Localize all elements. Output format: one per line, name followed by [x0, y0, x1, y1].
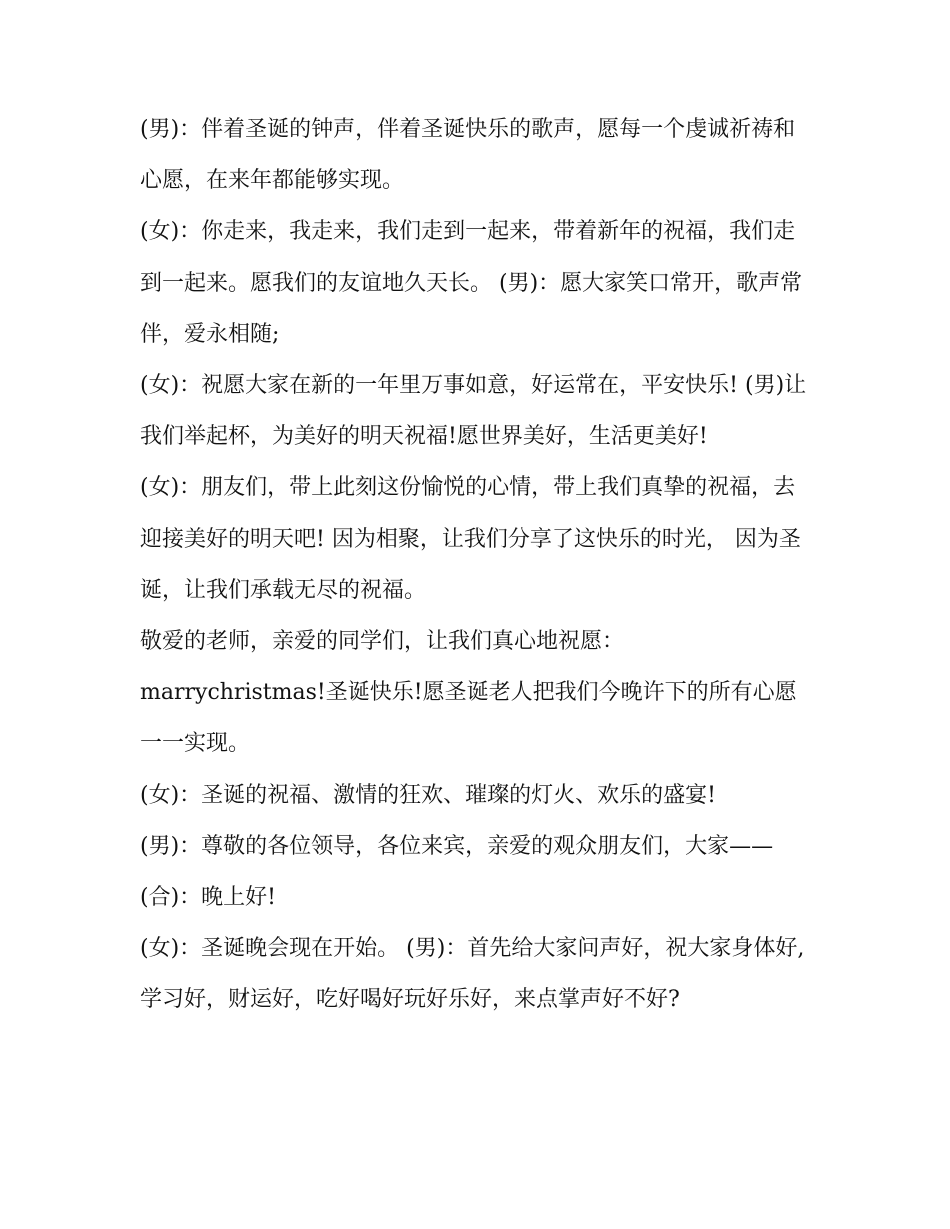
paragraph-6: marrychristmas!圣诞快乐!愿圣诞老人把我们今晚许下的所有心愿一一实现。 [140, 680, 797, 757]
paragraph-4: (女)：朋友们，带上此刻这份愉悦的心情，带上我们真挚的祝福，去迎接美好的明天吧! 因为相聚，让我们分享了这快乐的时光， 因为圣诞，让我们承载无尽的祝福。 [140, 475, 801, 603]
paragraph-2: (女)：你走来，我走来，我们走到一起来，带着新年的祝福，我们走到一起来。愿我们的友谊地久天长。 (男)：愿大家笑口常开，歌声常伴，爱永相随; [140, 219, 803, 347]
paragraph-3: (女)：祝愿大家在新的一年里万事如意，好运常在，平安快乐! (男)让我们举起杯，为美好的明天祝福!愿世界美好，生活更美好! [140, 373, 807, 450]
document-page [140, 104, 812, 1026]
paragraph-5: 敬爱的老师，亲爱的同学们，让我们真心地祝愿： [140, 629, 625, 655]
paragraph-7: (女)：圣诞的祝福、激情的狂欢、璀璨的灯火、欢乐的盛宴! [140, 782, 717, 808]
paragraph-1: (男)：伴着圣诞的钟声，伴着圣诞快乐的歌声，愿每一个虔诚祈祷和心愿，在来年都能够实现。 [140, 117, 796, 194]
paragraph-9: (女)：圣诞晚会现在开始。 (男)：首先给大家问声好，祝大家身体好,学习好，财运好，吃好喝好玩好乐好，来点掌声好不好? [140, 936, 805, 1013]
paragraph-8: (男)：尊敬的各位领导，各位来宾，亲爱的观众朋友们，大家—— (合)：晚上好! [140, 833, 774, 911]
